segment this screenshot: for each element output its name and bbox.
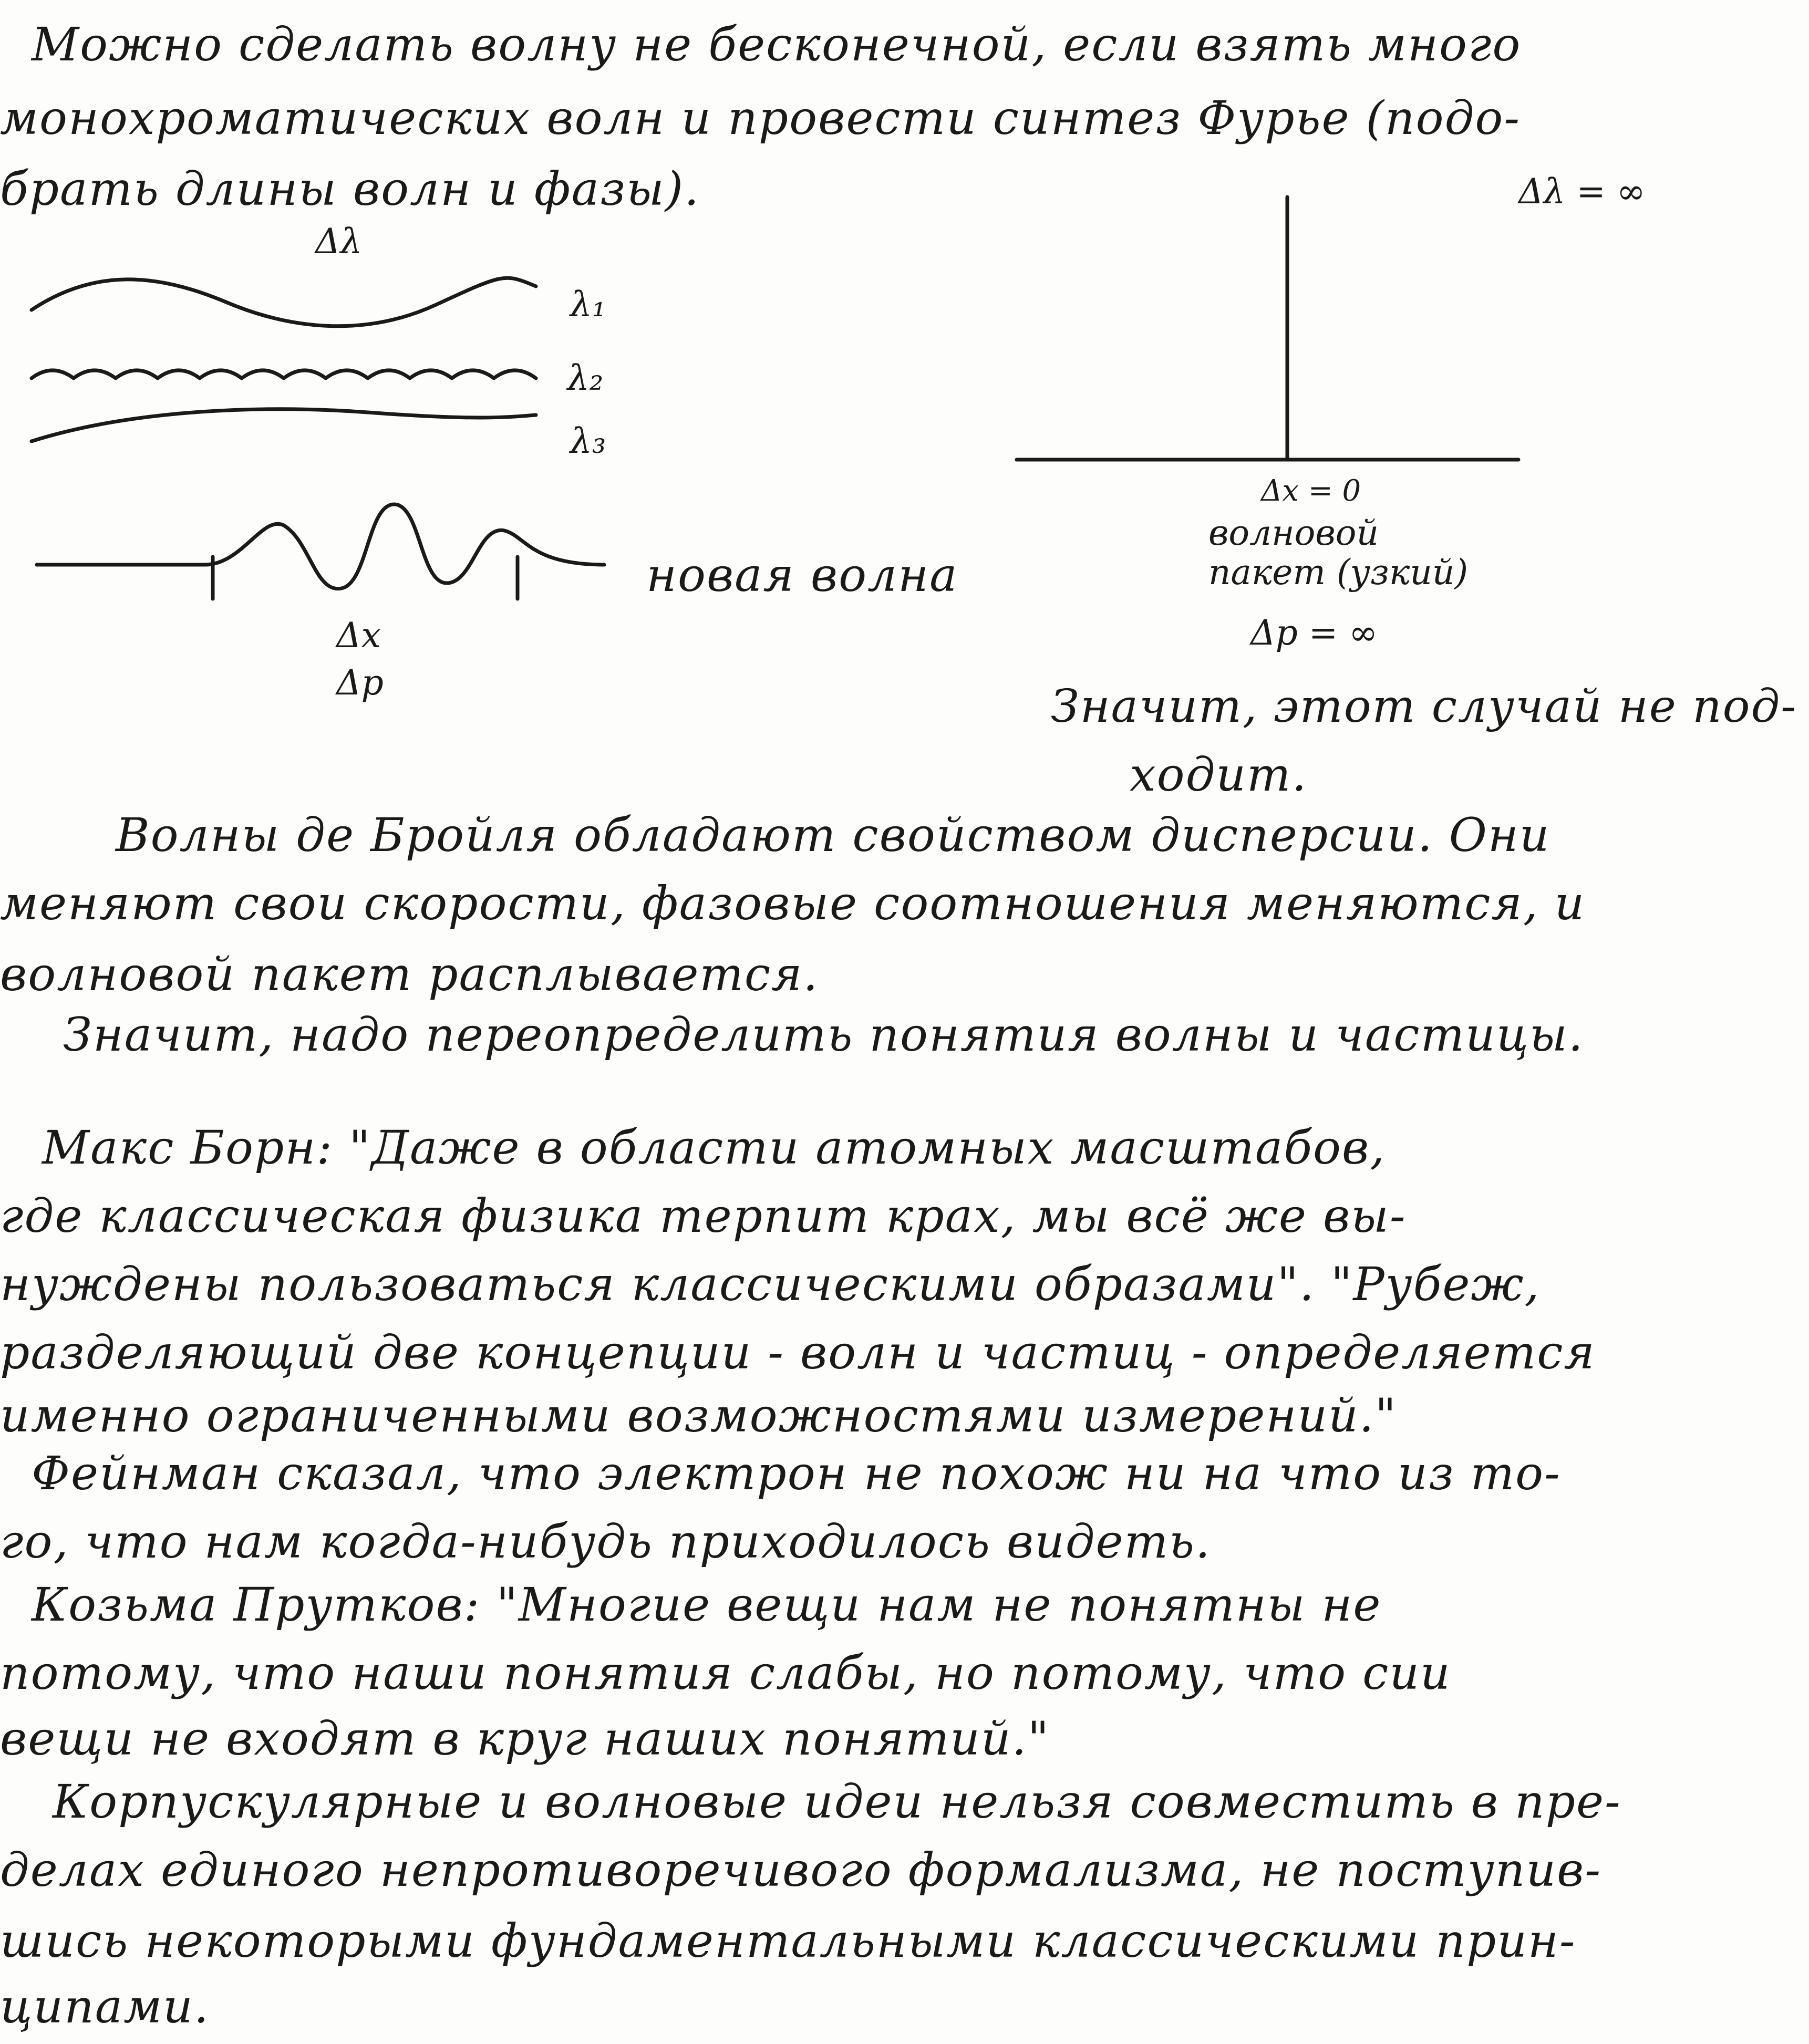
body-line-6: где классическая физика терпит крах, мы всё же вы- [0,1189,1407,1243]
body-line-3: волновой пакет расплывается. [0,947,819,1001]
body-line-16: делах единого непротиворечивого формализма, не поступив- [0,1843,1602,1897]
body-line-1: Волны де Бройля обладают свойством дисперсии. Они [116,808,1550,862]
lambda2-label: λ₂ [567,358,604,398]
lambda3-label: λ₃ [570,421,606,461]
body-line-8: разделяющий две концепции - волн и частиц - определяется [0,1325,1596,1379]
delta-p-label: Δp [336,662,384,703]
new-wave-label: новая волна [646,548,958,602]
delta-x-label: Δx [336,615,381,656]
delta-p-inf-label: Δp = ∞ [1250,613,1378,653]
intro-line-3: брать длины волн и фазы). [0,162,700,216]
conclusion-line-2: ходит. [1130,748,1308,802]
body-line-7: нуждены пользоваться классическими образами". "Рубеж, [0,1257,1541,1311]
body-line-13: потому, что наши понятия слабы, но потому, что сии [0,1646,1451,1700]
delta-lambda-inf-label: Δλ = ∞ [1518,171,1646,212]
body-line-18: ципами. [0,1979,210,2033]
body-line-9: именно ограниченными возможностями измерений." [0,1388,1398,1443]
intro-line-2: монохроматических волн и провести синтез Фурье (подо- [0,91,1521,145]
body-line-14: вещи не входят в круг наших понятий." [0,1711,1050,1766]
conclusion-line-1: Значит, этот случай не под- [1051,680,1797,733]
delta-spike-figure [0,0,1809,525]
body-line-4: Значит, надо переопределить понятия волны и частицы. [63,1008,1584,1062]
packet-label-line-2: пакет (узкий) [1208,552,1469,593]
body-line-17: шись некоторыми фундаментальными классическими прин- [0,1914,1576,1968]
body-line-5: Макс Борн: "Даже в области атомных масштабов, [42,1120,1386,1175]
delta-x-zero-label: Δx = 0 [1261,474,1361,508]
body-line-10: Фейнман сказал, что электрон не похож ни на что из то- [32,1446,1561,1500]
body-line-2: меняют свои скорости, фазовые соотношения меняются, и [0,876,1586,930]
body-line-12: Козьма Прутков: "Многие вещи нам не понятны не [32,1578,1382,1632]
lambda1-label: λ₁ [570,284,606,325]
body-line-15: Корпускулярные и волновые идеи нельзя совместить в пре- [53,1775,1621,1829]
intro-line-1: Можно сделать волну не бесконечной, если взять много [32,17,1522,71]
body-line-11: го, что нам когда-нибудь приходилось видеть. [0,1514,1211,1569]
packet-label-line-1: волновой [1208,513,1379,553]
delta-lambda-label: Δλ [315,221,363,262]
